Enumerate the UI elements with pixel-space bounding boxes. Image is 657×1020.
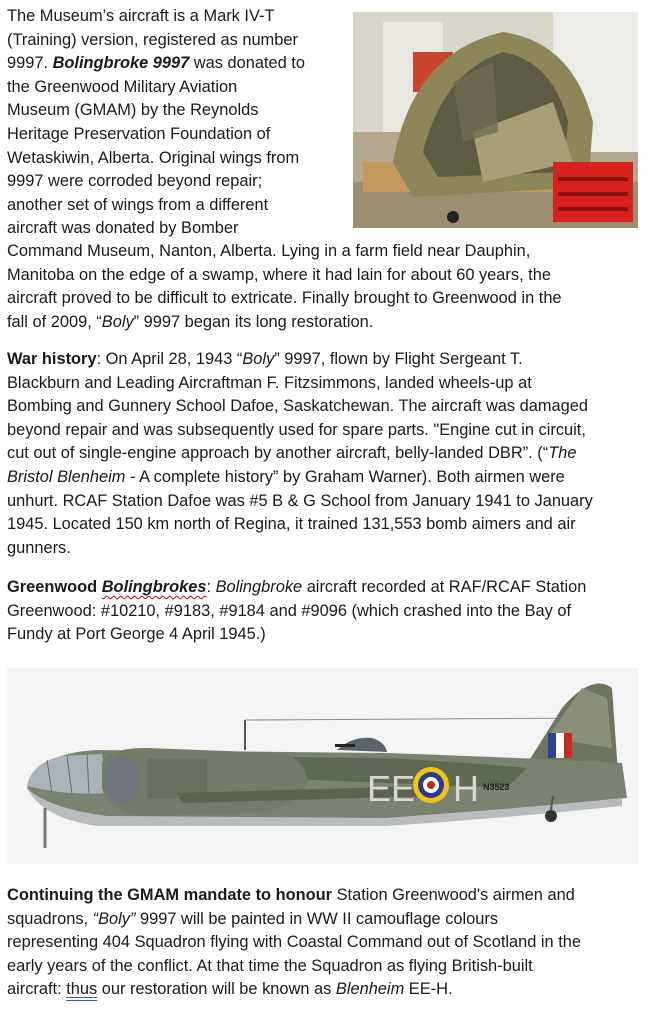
section-heading: War history [7,350,97,368]
text-line: Fundy at Port George 4 April 1945.) [7,625,266,644]
text-line: aircraft: thus our restoration will be known as Blenheim EE-H. [7,980,453,999]
text-line: Manitoba on the edge of a swamp, where it had lain for about 60 years, the [7,265,551,284]
blenheim-side-view-illustration [7,668,638,864]
text-line: aircraft proved to be difficult to extricate. Finally brought to Greenwood in the [7,289,562,308]
text-line: Bombing and Gunnery School Dafoe, Saskatchewan. The aircraft was damaged [7,397,588,416]
text-line: War history: On April 28, 1943 “Boly” 9997, flown by Flight Sergeant T. [7,350,523,368]
text-line: the Greenwood Military Aviation [7,77,238,96]
text-line: 9997 were corroded beyond repair; [7,172,263,191]
intro-paragraph-top [7,5,337,241]
intro-paragraph-rest [7,240,635,334]
text-line: squadrons, “Boly” 9997 will be painted in WW II camouflage colours [7,909,499,928]
squadron-code-left: EE [367,768,416,809]
text-line: Command Museum, Nanton, Alberta. Lying in a farm field near Dauphin, [7,242,531,260]
gmam-mandate-paragraph [7,884,635,1002]
aircraft-name: Bolingbroke 9997 [52,54,190,73]
grammar-flagged-word: thus [66,980,98,999]
text-line: aircraft was donated by Bomber [7,219,239,238]
text-line: The Museum’s aircraft is a Mark IV-T [7,7,275,25]
text-line: Greenwood: #10210, #9183, #9184 and #9096 (which crashed into the Bay of [7,601,572,620]
text-line: early years of the conflict. At that time the Squadron as flying British-built [7,956,533,975]
text-line: fall of 2009, “Boly” 9997 began its long restoration. [7,312,374,331]
fuselage-restoration-photo [353,12,638,228]
text-line: beyond repair and was subsequently used for spare parts. "Engine cut in circuit, [7,420,586,439]
text-line: gunners. [7,538,71,557]
section-heading: Greenwood Bolingbrokes [7,578,207,596]
war-history-paragraph [7,348,635,560]
text-line: 1945. Located 150 km north of Regina, it trained 131,553 bomb aimers and air [7,515,576,534]
text-line: Museum (GMAM) by the Reynolds [7,101,259,120]
squadron-code-right: H [453,768,479,809]
text-line: Bristol Blenheim - A complete history” by Graham Warner). Both airmen were [7,467,565,486]
text-line: cut out of single-engine approach by another aircraft, belly-landed DBR”. (“The [7,444,577,463]
text-line: representing 404 Squadron flying with Coastal Command out of Scotland in the [7,933,582,952]
greenwood-bolingbrokes-paragraph [7,576,635,647]
aircraft-serial: N3523 [483,782,510,792]
text-line: Continuing the GMAM mandate to honour Station Greenwood's airmen and [7,886,575,904]
text-line: (Training) version, registered as number [7,30,298,49]
text-line: Blackburn and Leading Aircraftman F. Fitzsimmons, landed wheels-up at [7,373,532,392]
text-line: another set of wings from a different [7,195,269,214]
text-line: unhurt. RCAF Station Dafoe was #5 B & G School from January 1941 to January [7,491,593,510]
text-line: Wetaskiwin, Alberta. Original wings from [7,148,300,167]
text-line: Greenwood Bolingbrokes: Bolingbroke aircraft recorded at RAF/RCAF Station [7,578,587,596]
text-line: Heritage Preservation Foundation of [7,124,271,143]
text-line: 9997. Bolingbroke 9997 was donated to [7,54,305,73]
